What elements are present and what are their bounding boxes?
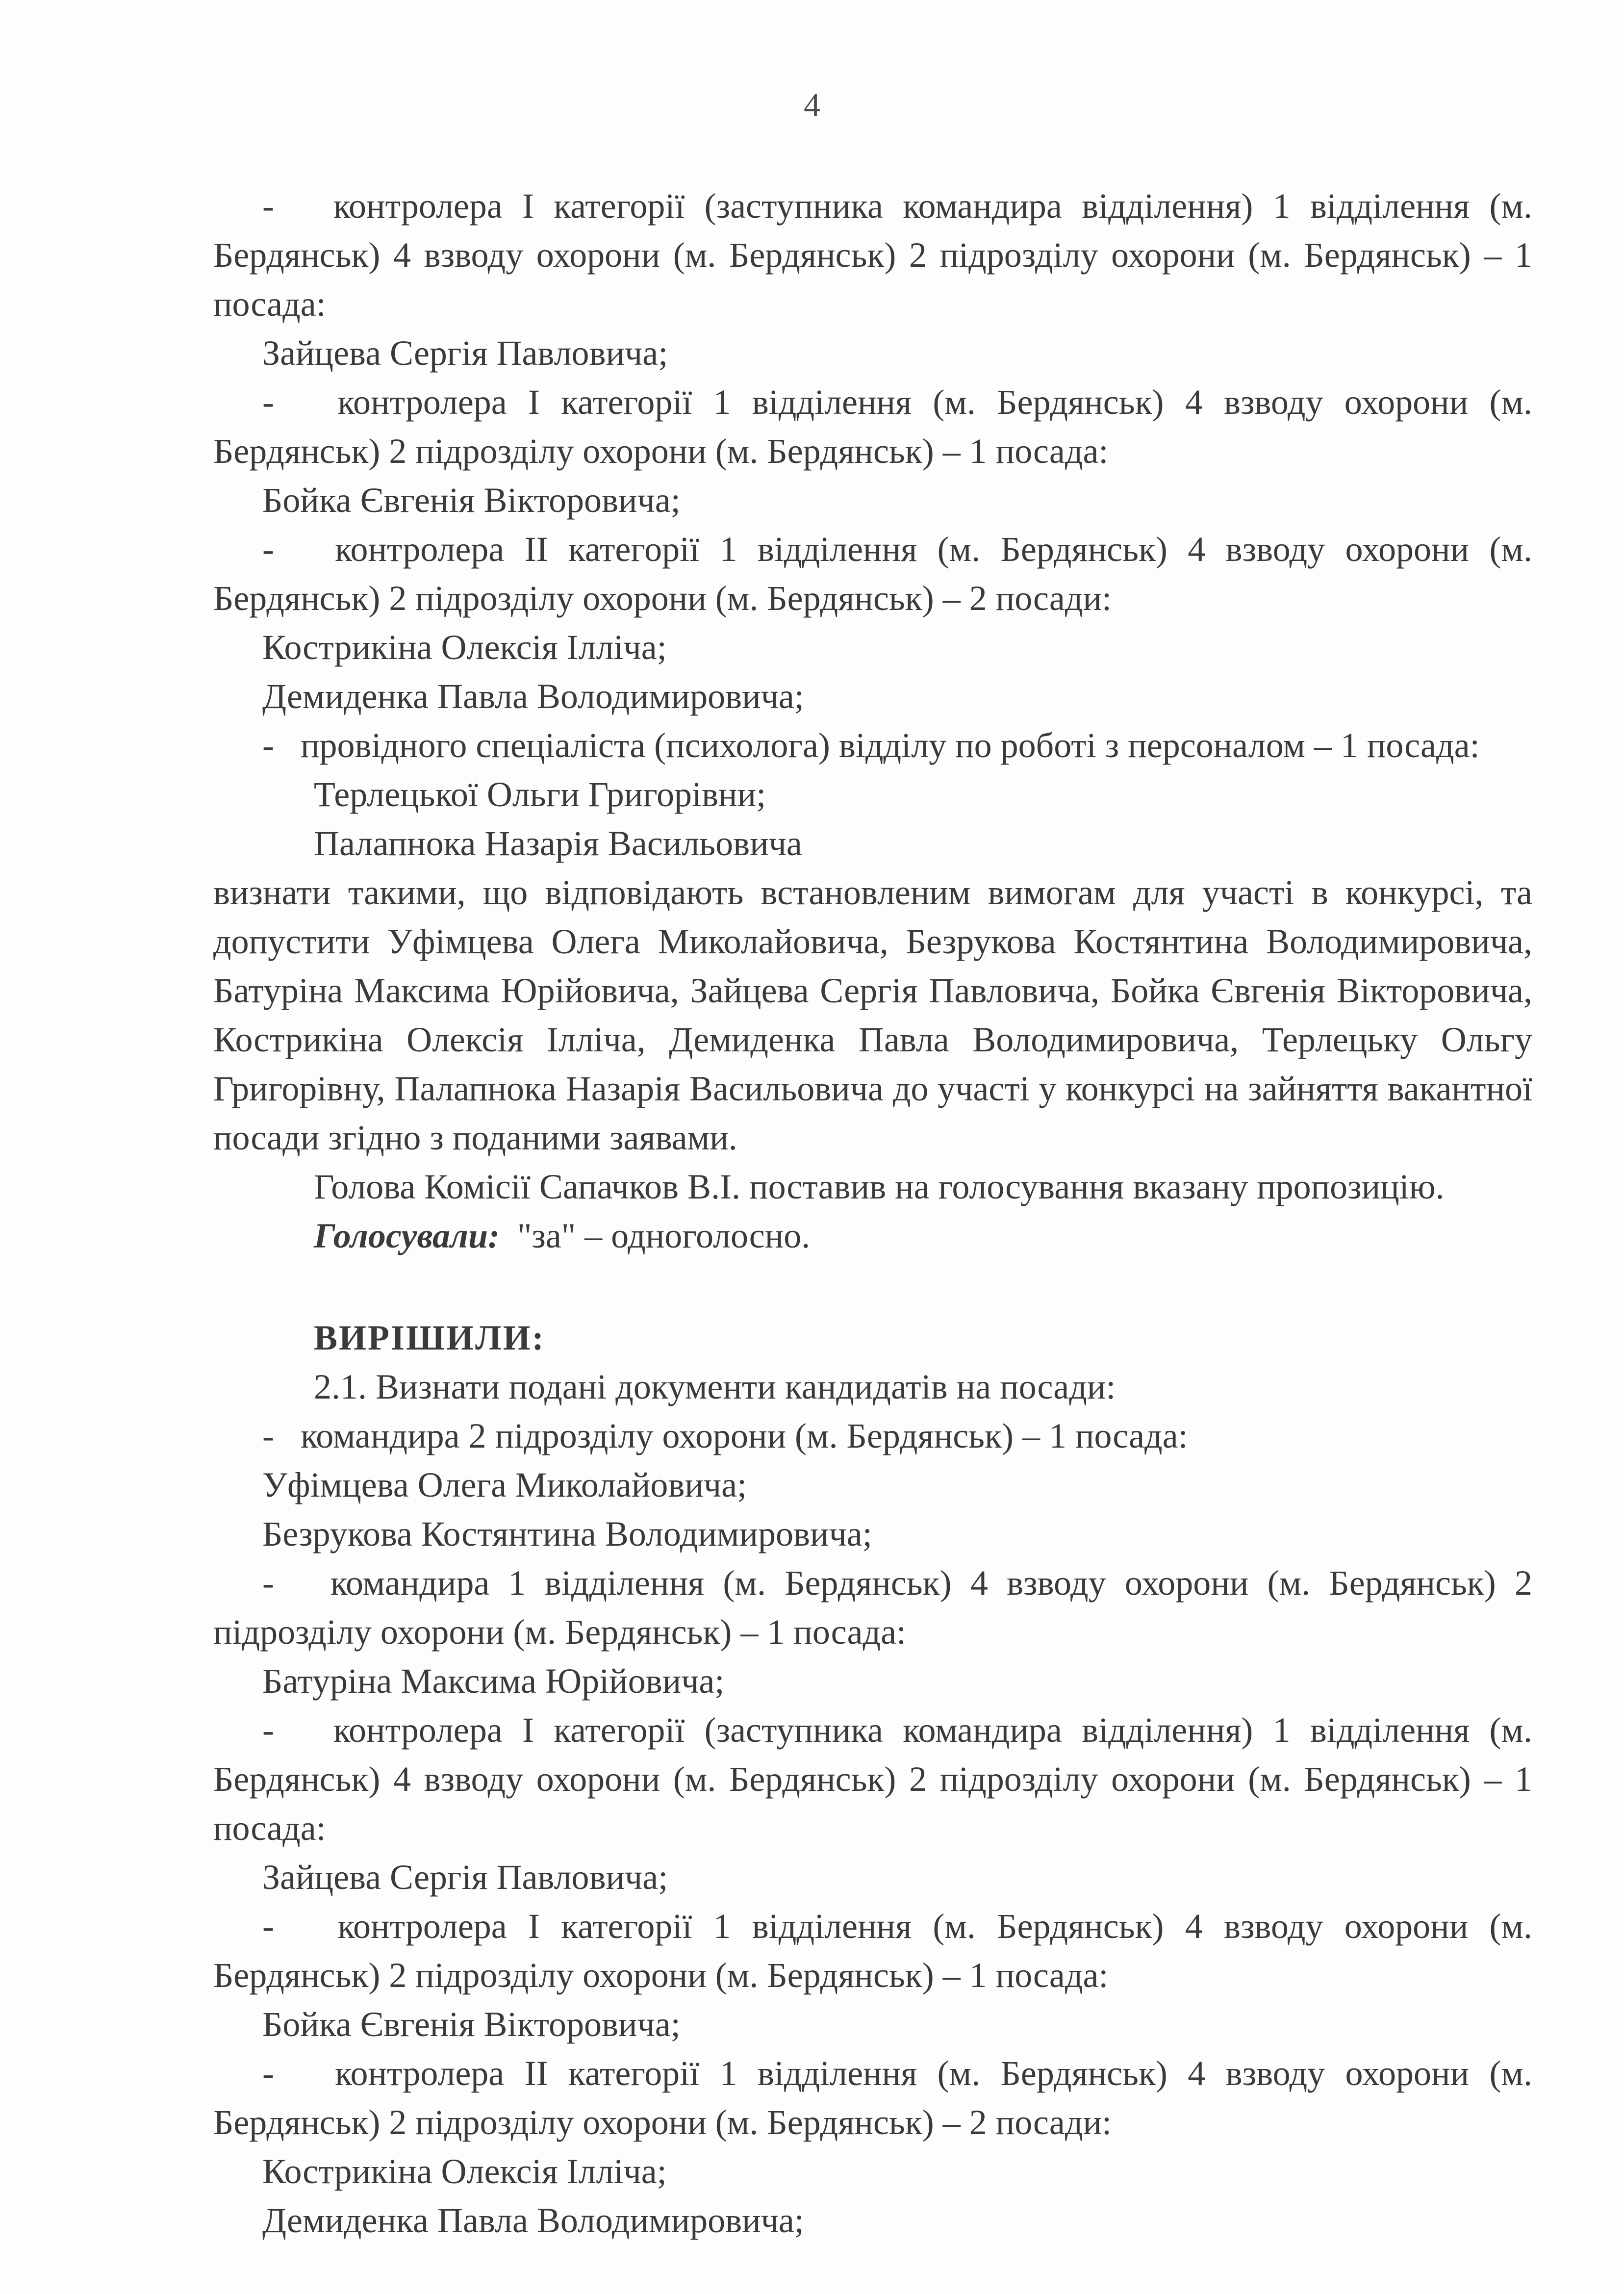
- position-text: контролера І категорії 1 відділення (м. Бердянськ) 4 взводу охорони (м. Бердянськ) 2 підрозділу охорони (м. Бердянськ) – 1 посада:: [213, 1907, 1533, 1995]
- position-item: [213, 1411, 1532, 1460]
- list-dash: -: [262, 2054, 274, 2093]
- position-text: контролера ІІ категорії 1 відділення (м. Бердянськ) 4 взводу охорони (м. Бердянськ) 2 підрозділу охорони (м. Бердянськ) – 2 посади:: [213, 530, 1532, 618]
- position-item: [213, 2049, 1532, 2147]
- page-number: 4: [804, 86, 820, 124]
- document-body: [213, 181, 1532, 2245]
- position-text: контролера І категорії 1 відділення (м. Бердянськ) 4 взводу охорони (м. Бердянськ) 2 підрозділу охорони (м. Бердянськ) – 1 посада:: [213, 382, 1533, 471]
- position-item: [213, 181, 1532, 329]
- list-dash: -: [262, 1563, 274, 1603]
- candidate-name: Кострикіна Олексія Ілліча;: [262, 628, 667, 667]
- list-dash: -: [262, 186, 274, 226]
- list-dash: -: [262, 530, 274, 569]
- position-item: [213, 721, 1532, 770]
- decision-intro: 2.1. Визнати подані документи кандидатів на посади:: [314, 1367, 1116, 1406]
- candidate-name: Терлецької Ольги Григорівни;: [314, 775, 766, 814]
- position-text: командира 2 підрозділу охорони (м. Бердянськ) – 1 посада:: [300, 1416, 1188, 1455]
- list-dash: -: [262, 726, 274, 765]
- list-dash: -: [262, 1710, 274, 1750]
- vote-result: "за" – одноголосно.: [517, 1216, 811, 1255]
- position-text: контролера ІІ категорії 1 відділення (м. Бердянськ) 4 взводу охорони (м. Бердянськ) 2 підрозділу охорони (м. Бердянськ) – 2 посади:: [213, 2054, 1532, 2142]
- decision-heading: ВИРІШИЛИ:: [314, 1318, 545, 1357]
- candidate-name: Уфімцева Олега Миколайовича;: [262, 1465, 747, 1504]
- position-item: [213, 1706, 1532, 1853]
- position-item: [213, 525, 1532, 623]
- position-text: контролера І категорії (заступника командира відділення) 1 відділення (м. Бердянськ) 4 взводу охорони (м. Бердянськ) 2 підрозділу охорони (м. Бердянськ) – 1 посада:: [213, 1710, 1532, 1848]
- position-text: командира 1 відділення (м. Бердянськ) 4 взводу охорони (м. Бердянськ) 2 підрозділу охорони (м. Бердянськ) – 1 посада:: [213, 1563, 1532, 1652]
- candidate-name: Демиденка Павла Володимировича;: [262, 2201, 804, 2240]
- vote-line: [213, 1211, 1532, 1260]
- candidate-name: Безрукова Костянтина Володимировича;: [262, 1514, 872, 1554]
- position-text: провідного спеціаліста (психолога) відділу по роботі з персоналом – 1 посада:: [300, 726, 1480, 765]
- candidate-name: Кострикіна Олексія Ілліча;: [262, 2152, 667, 2191]
- candidate-name: Бойка Євгенія Вікторовича;: [262, 2005, 681, 2044]
- list-dash: -: [262, 382, 274, 422]
- chair-proposal: Голова Комісії Сапачков В.І. поставив на голосування вказану пропозицію.: [314, 1167, 1445, 1206]
- candidate-name: Палапнока Назарія Васильовича: [314, 824, 802, 863]
- position-item: [213, 1902, 1532, 2000]
- position-item: [213, 1558, 1532, 1657]
- candidate-name: Бойка Євгенія Вікторовича;: [262, 481, 681, 520]
- candidate-name: Зайцева Сергія Павловича;: [262, 333, 668, 373]
- position-item: [213, 378, 1532, 476]
- vote-label: Голосували:: [314, 1216, 500, 1255]
- candidate-name: Демиденка Павла Володимировича;: [262, 677, 804, 716]
- list-dash: -: [262, 1416, 274, 1455]
- candidate-name: Зайцева Сергія Павловича;: [262, 1858, 668, 1897]
- position-text: контролера І категорії (заступника командира відділення) 1 відділення (м. Бердянськ) 4 взводу охорони (м. Бердянськ) 2 підрозділу охорони (м. Бердянськ) – 1 посада:: [213, 186, 1532, 324]
- candidate-name: Батуріна Максима Юрійовича;: [262, 1661, 725, 1701]
- conclusion-paragraph: визнати такими, що відповідають встановленим вимогам для участі в конкурсі, та допустити Уфімцева Олега Миколайовича, Безрукова Костянтина Володимировича, Батуріна Максима Юрійовича, Зайцева Сергія Павловича, Бойка Євгенія Вікторовича, Кострикіна Олексія Ілліча, Демиденка Павла Володимировича, Терлецьку Ольгу Григорівну, Палапнока Назарія Васильовича до участі у конкурсі на зайняття вакантної посади згідно з поданими заявами.: [213, 873, 1532, 1157]
- list-dash: -: [262, 1907, 274, 1946]
